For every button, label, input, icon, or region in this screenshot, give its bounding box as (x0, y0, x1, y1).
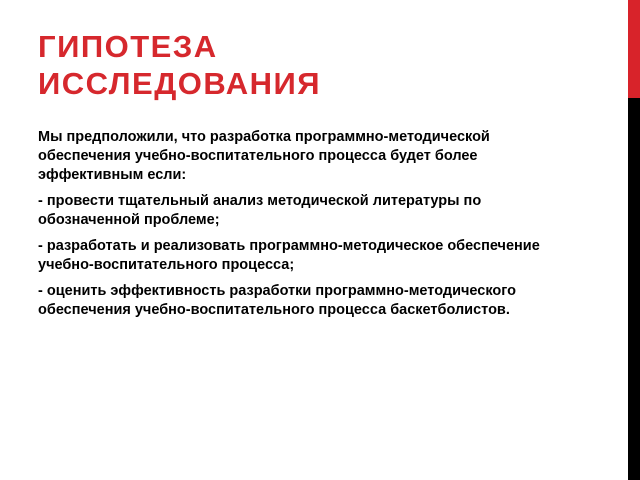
side-accent-red (628, 0, 640, 98)
slide-title: ГИПОТЕЗА ИССЛЕДОВАНИЯ (38, 29, 322, 101)
hypothesis-item-1: - провести тщательный анализ методической литературы по обозначенной проблеме; (38, 193, 482, 228)
hypothesis-item-3: - оценить эффективность разработки программно-методического обеспечения учебно-воспитательного процесса баскетболистов. (38, 283, 516, 318)
hypothesis-intro: Мы предположили, что разработка программно-методической обеспечения учебно-воспитательного процесса будет более эффективным если: (38, 129, 490, 183)
hypothesis-item-2: - разработать и реализовать программно-методическое обеспечение учебно-воспитательного процесса; (38, 238, 540, 273)
slide-body (38, 128, 558, 327)
